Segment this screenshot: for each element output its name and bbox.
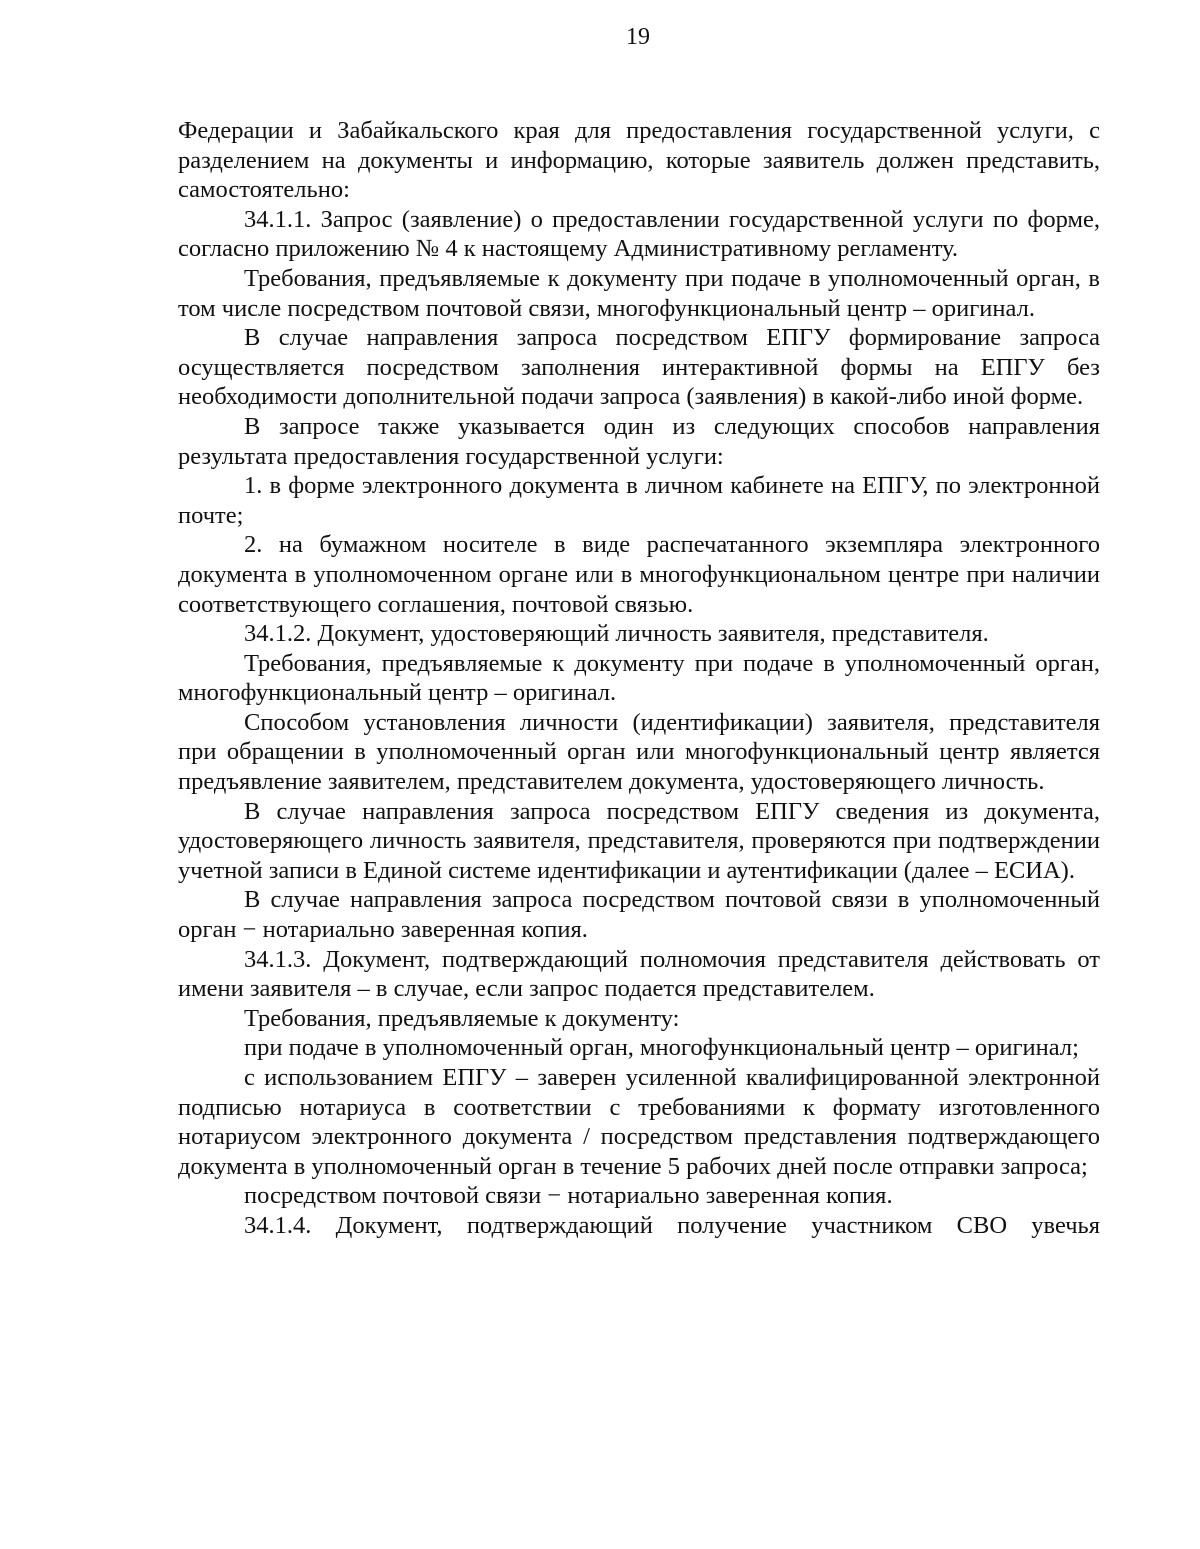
paragraph-requirements-identity: Требования, предъявляемые к документу при подаче в уполномоченный орган, многофункциональный центр – оригинал. [178,649,1100,707]
paragraph-epgu-identity: В случае направления запроса посредством ЕПГУ сведения из документа, удостоверяющего личность заявителя, представителя, проверяются при подтверждении учетной записи в Единой системе идентификации и аутентификации (далее – ЕСИА). [178,797,1100,884]
document-body [178,116,1100,1241]
paragraph-epgu-request: В случае направления запроса посредством ЕПГУ формирование запроса осуществляется посредством заполнения интерактивной формы на ЕПГУ без необходимости дополнительной подачи запроса (заявления) в какой-либо иной форме. [178,324,1100,411]
paragraph-in-person-original: при подаче в уполномоченный орган, многофункциональный центр – оригинал; [244,1034,1079,1062]
list-item-electronic: 1. в форме электронного документа в личном кабинете на ЕПГУ, по электронной почте; [178,472,1100,529]
paragraph-item-34-1-3: 34.1.3. Документ, подтверждающий полномочия представителя действовать от имени заявителя – в случае, если запрос подается представителем. [178,945,1100,1003]
paragraph-requirements-request: Требования, предъявляемые к документу при подаче в уполномоченный орган, в том числе посредством почтовой связи, многофункциональный центр – оригинал. [178,264,1100,322]
paragraph-item-34-1-2: 34.1.2. Документ, удостоверяющий личность заявителя, представителя. [244,620,989,648]
paragraph-postal-identity: В случае направления запроса посредством почтовой связи в уполномоченный орган − нотариально заверенная копия. [178,886,1100,944]
page-number: 19 [626,24,650,50]
paragraph-continuation: Федерации и Забайкальского края для предоставления государственной услуги, с разделением на документы и информацию, которые заявитель должен представить, самостоятельно: [178,117,1100,204]
paragraph-identification-method: Способом установления личности (идентификации) заявителя, представителя при обращении в уполномоченный орган или многофункциональный центр является предъявление заявителем, представителем документа, удостоверяющего личность. [178,708,1100,796]
paragraph-epgu-notary: с использованием ЕПГУ – заверен усиленной квалифицированной электронной подписью нотариуса в соответствии с требованиями к формату изготовленного нотариусом электронного документа / посредством представления подтверждающего документа в уполномоченный орган в течение 5 рабочих дней после отправки запроса; [178,1064,1100,1180]
paragraph-requirements-authority: Требования, предъявляемые к документу: [244,1004,680,1032]
paragraph-result-methods: В запросе также указывается один из следующих способов направления результата предоставления государственной услуги: [178,412,1100,470]
paragraph-item-34-1-4: 34.1.4. Документ, подтверждающий получение участником СВО увечья [244,1211,1100,1239]
paragraph-item-34-1-1: 34.1.1. Запрос (заявление) о предоставлении государственной услуги по форме, согласно приложению № 4 к настоящему Административному регламенту. [178,205,1100,263]
paragraph-postal-copy: посредством почтовой связи − нотариально заверенная копия. [244,1182,893,1210]
list-item-paper: 2. на бумажном носителе в виде распечатанного экземпляра электронного документа в уполномоченном органе или в многофункциональном центре при наличии соответствующего соглашения, почтовой связью. [178,531,1100,618]
